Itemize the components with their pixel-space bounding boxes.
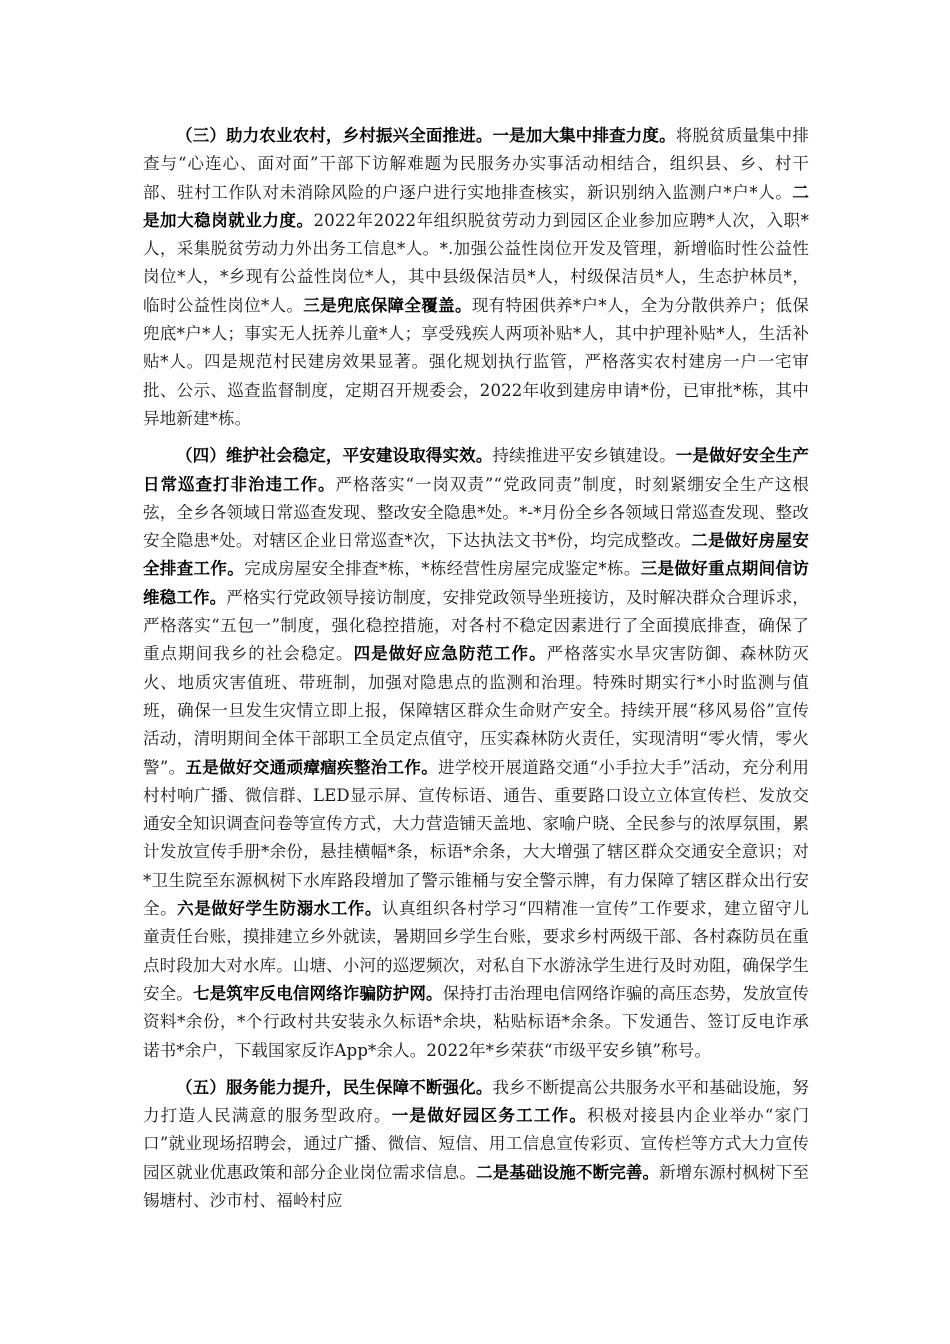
subheading-inline: 一是做好园区务工工作。 [391, 1106, 588, 1126]
subheading-inline: 二是基础设施不断完善。 [476, 1162, 660, 1182]
subheading-inline: 五是做好交通顽瘴痼疾整治工作。 [185, 757, 439, 777]
section-heading: （五）服务能力提升，民生保障不断强化。 [176, 1077, 493, 1097]
body-text: 我乡不断提高公共服务水平和基础设施，努力打造人民满意的服务型政府。 [143, 1077, 809, 1126]
body-text: 保持打击治理电信网络诈骗的高压态势，发放宣传资料*余份，*个行政村共安装永久标语*余块，粘贴标语*余条。下发通告、签订反电诈承诺书*余户，下载国家反诈App*余人。2022年*乡荣获“市级平安乡镇”称号。 [143, 983, 810, 1060]
subheading-inline: 三是兜底保障全覆盖。 [303, 295, 472, 315]
subheading-inline: 三是做好重点期间信访维稳工作。 [143, 559, 810, 607]
body-text: 2022年2022年组织脱贫劳动力到园区企业参加应聘*人次，入职*人，采集脱贫劳动力外出务工信息*人。*.加强公益性岗位开发及管理，新增临时性公益性岗位*人，*乡现有公益性岗位*人，其中县级保洁员*人，村级保洁员*人，生态护林员*，临时公益性岗位*人。 [143, 210, 809, 315]
subheading-inline: 七是筑牢反电信网络诈骗防护网。 [192, 983, 443, 1003]
paragraph-section-5 [143, 1074, 809, 1215]
body-text: 严格落实水旱灾害防御、森林防灭火、地质灾害值班、带班制，加强对隐患点的监测和治理。特殊时期实行*小时监测与值班，确保一旦发生灾情立即上报，保障辖区群众生命财产安全。持续开展“移风易俗”宣传活动，清明期间全体干部职工全员定点值守，压实森林防火责任，实现清明“零火情，零火警”。 [143, 644, 809, 777]
body-text: 完成房屋安全排查*栋，*栋经营性房屋完成鉴定*栋。 [244, 559, 641, 579]
subheading-inline: 二是加大稳岗就业力度。 [143, 182, 809, 230]
body-text: 新增东源村枫树下至锡塘村、沙市村、福岭村应 [143, 1162, 810, 1210]
body-text: 将脱贫质量集中排查与“心连心、面对面”干部下访解难题为民服务办实事活动相结合，组织县、乡、村干部、驻村工作队对未消除风险的户逐户进行实地排查核实，新识别纳入监测户*户*人。 [143, 126, 809, 202]
subheading-inline: 一是做好安全生产日常巡查打非治违工作。 [143, 446, 809, 494]
section-heading: （四）维护社会稳定，平安建设取得实效。 [176, 446, 493, 466]
body-text: 积极对接县内企业举办“家门口”就业现场招聘会，通过广播、微信、短信、用工信息宣传彩页、宣传栏等方式大力宣传园区就业优惠政策和部分企业岗位需求信息。 [143, 1106, 809, 1182]
subheading-inline: 一是加大集中排查力度。 [492, 126, 676, 145]
section-heading: （三）助力农业农村，乡村振兴全面推进。 [176, 126, 493, 145]
body-text: 严格落实“一岗双责”“党政同责”制度，时刻紧绷安全生产这根弦，全乡各领域日常巡查发现、整改安全隐患*处。*-*月份全乡各领域日常巡查发现、整改安全隐患*处。对辖区企业日常巡查*次，下达执法文书*份，均完成整改。 [143, 474, 810, 551]
subheading-inline: 四是做好应急防范工作。 [353, 644, 547, 664]
document-body [143, 122, 809, 1224]
subheading-inline: 六是做好学生防溺水工作。 [177, 899, 382, 919]
body-text: 进学校开展道路交通“小手拉大手”活动，充分利用村村响广播、微信群、LED显示屏、宣传标语、通告、重要路口设立立体宣传栏、发放交通安全知识调查问卷等宣传方式，大力营造铺天盖地、家喻户晓、全民参与的浓厚氛围，累计发放宣传手册*余份，悬挂横幅*条，标语*余条，大大增强了辖区群众交通安全意识；对*卫生院至东源枫树下水库路段增加了警示锥桶与安全警示牌，有力保障了辖区群众出行安全。 [143, 757, 809, 919]
subheading-inline: 二是做好房屋安全排查工作。 [143, 531, 809, 579]
paragraph-section-4 [143, 442, 809, 1065]
body-text: 严格实行党政领导接访制度，安排党政领导坐班接访，及时解决群众合理诉求，严格落实“五包一”制度，强化稳控措施，对各村不稳定因素进行了全面摸底排查，确保了重点期间我乡的社会稳定。 [143, 587, 809, 664]
paragraph-section-3 [143, 122, 809, 433]
body-text: 持续推进平安乡镇建设。 [492, 446, 676, 466]
body-text: 现有特困供养*户*人，全为分散供养户；低保兜底*户*人；事实无人抚养儿童*人；享受残疾人两项补贴*人，其中护理补贴*人，生活补贴*人。四是规范村民建房效果显著。强化规划执行监管，严格落实农村建房一户一宅审批、公示、巡查监督制度，定期召开规委会，2022年收到建房申请*份，已审批*栋，其中异地新建*栋。 [143, 295, 810, 428]
body-text: 认真组织各村学习“四精准一宣传”工作要求，建立留守儿童责任台账，摸排建立乡外就读，暑期回乡学生台账，要求乡村两级干部、各村森防员在重点时段加大对水库。山塘、小河的巡逻频次，对私自下水游泳学生进行及时劝阻，确保学生安全。 [143, 899, 809, 1003]
